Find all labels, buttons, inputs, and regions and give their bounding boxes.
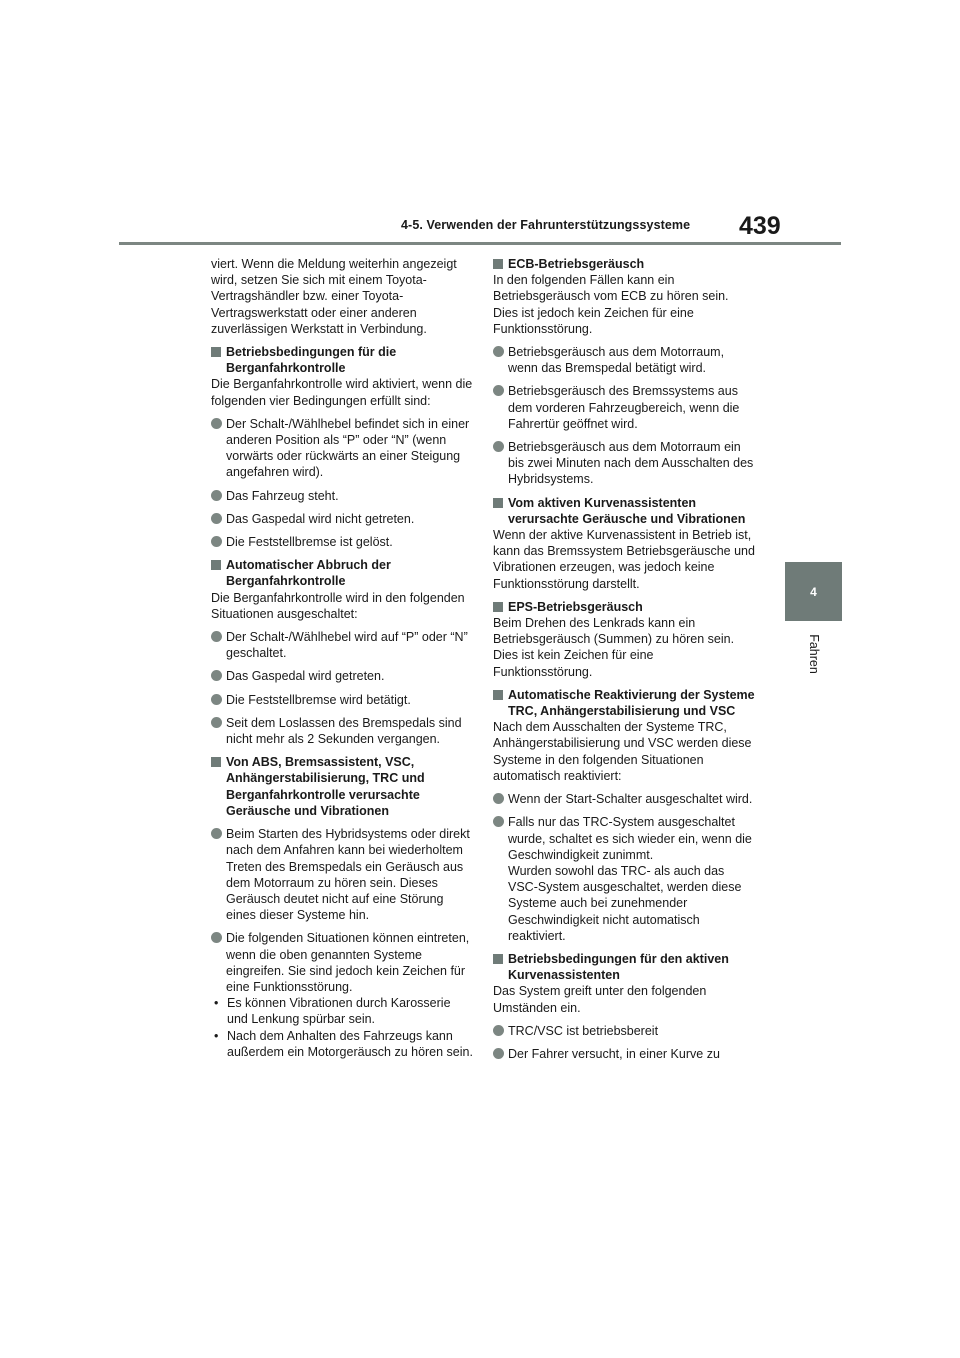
bullet-text: Betriebsgeräusch aus dem Motorraum, wenn das Bremspedal betätigt wird. [508, 345, 725, 376]
chapter-number: 4 [810, 584, 817, 599]
bullet-dot-icon [493, 816, 504, 827]
bullet-item [211, 511, 473, 527]
bullet-dot-icon [211, 932, 222, 943]
section-text: Das System greift unter den folgenden Umständen ein. [493, 984, 707, 1015]
bullet-item [493, 1023, 755, 1039]
bullet-text: Der Schalt-/Wählhebel wird auf “P” oder “N” geschaltet. [226, 630, 468, 661]
sub-bullet-marker: • [214, 996, 219, 1011]
bullet-text: Der Schalt-/Wählhebel befindet sich in einer anderen Position als “P” oder “N” (wenn vorwärts oder rückwärts an einer Steigung angefahren wird). [226, 416, 470, 480]
bullet-dot-icon [211, 670, 222, 681]
intro-paragraph: viert. Wenn die Meldung weiterhin angezeigt wird, setzen Sie sich mit einem Toyota-Vertragshändler bzw. einer Toyota-Vertragswerkstatt oder einer anderen zuverlässigen Werkstatt in Verbindung. [211, 257, 457, 336]
bullet-dot-icon [211, 694, 222, 705]
bullet-item [493, 791, 755, 807]
bullet-text: Betriebsgeräusch aus dem Motorraum ein bis zwei Minuten nach dem Ausschalten des Hybridsystems. [508, 440, 754, 487]
bullet-item [211, 715, 473, 747]
bullet-dot-icon [493, 385, 504, 396]
sub-bullet-item [211, 1028, 473, 1060]
chapter-tab [785, 562, 842, 621]
page-number: 439 [739, 212, 781, 240]
bullet-text: Das Fahrzeug steht. [226, 488, 339, 503]
bullet-item [493, 814, 755, 944]
bullet-dot-icon [493, 1048, 504, 1059]
section-heading: EPS-Betriebsgeräusch [493, 599, 755, 615]
left-column [211, 256, 473, 1060]
bullet-text: Die folgenden Situationen können eintreten, wenn die oben genannten Systeme eingreifen. Sie sind jedoch kein Zeichen für eine Funktionsstörung. [226, 931, 470, 994]
bullet-dot-icon [493, 1025, 504, 1036]
section-heading: Von ABS, Bremsassistent, VSC, Anhängerstabilisierung, TRC und Berganfahrkontrolle verursachte Geräusche und Vibrationen [211, 754, 473, 819]
sub-bullet-item [211, 995, 473, 1027]
bullet-item [211, 629, 473, 661]
sub-bullet-text: Es können Vibrationen durch Karosserie und Lenkung spürbar sein. [227, 996, 451, 1027]
bullet-text: Wenn der Start-Schalter ausgeschaltet wird. [508, 792, 753, 807]
bullet-text: Der Fahrer versucht, in einer Kurve zu [508, 1046, 720, 1061]
bullet-dot-icon [211, 717, 222, 728]
section-heading: Automatischer Abbruch der Berganfahrkontrolle [211, 557, 473, 589]
bullet-dot-icon [211, 513, 222, 524]
header-rule [119, 242, 841, 245]
chapter-label [794, 630, 834, 678]
bullet-dot-icon [211, 536, 222, 547]
bullet-item [211, 488, 473, 504]
right-column [493, 256, 755, 1069]
section-title: 4-5. Verwenden der Fahrunterstützungssysteme [401, 218, 691, 232]
bullet-dot-icon [493, 441, 504, 452]
section-text: Die Berganfahrkontrolle wird aktiviert, wenn die folgenden vier Bedingungen erfüllt sind: [211, 377, 473, 408]
bullet-item [493, 344, 755, 376]
bullet-dot-icon [493, 346, 504, 357]
bullet-item [211, 692, 473, 708]
bullet-item [211, 826, 473, 923]
bullet-text: Das Gaspedal wird getreten. [226, 669, 385, 684]
bullet-dot-icon [211, 418, 222, 429]
bullet-item [493, 439, 755, 488]
sub-bullet-marker: • [214, 1028, 219, 1043]
bullet-text: Seit dem Loslassen des Bremspedals sind nicht mehr als 2 Sekunden vergangen. [226, 715, 462, 747]
sub-bullet-text: Nach dem Anhalten des Fahrzeugs kann außerdem ein Motorgeräusch zu hören sein. [227, 1028, 473, 1059]
bullet-dot-icon [211, 631, 222, 642]
bullet-text: Betriebsgeräusch des Bremssystems aus dem vorderen Fahrzeugbereich, wenn die Fahrertür geöffnet wird. [508, 384, 740, 431]
section-text: In den folgenden Fällen kann ein Betriebsgeräusch vom ECB zu hören sein. Dies ist jedoch kein Zeichen für eine Funktionsstörung. [493, 273, 729, 336]
bullet-dot-icon [493, 793, 504, 804]
bullet-item [493, 383, 755, 432]
section-text: Wenn der aktive Kurvenassistent in Betrieb ist, kann das Bremssystem Betriebsgeräusche und Vibrationen erzeugen, was jedoch keine Funktionsstörung darstellt. [493, 528, 755, 591]
bullet-item [211, 668, 473, 684]
section-text: Nach dem Ausschalten der Systeme TRC, Anhängerstabilisierung und VSC werden diese Systeme in den folgenden Situationen automatisch reaktiviert: [493, 720, 752, 783]
bullet-text: Falls nur das TRC-System ausgeschaltet wurde, schaltet es sich wieder ein, wenn die Geschwindigkeit zunimmt. [508, 815, 752, 862]
bullet-text-continued: Wurden sowohl das TRC- als auch das VSC-System ausgeschaltet, werden diese Systeme auch bei zunehmender Geschwindigkeit nicht automatisch reaktiviert. [508, 863, 742, 943]
chapter-label-text: Fahren [806, 634, 821, 674]
bullet-item [211, 930, 473, 995]
bullet-text: Das Gaspedal wird nicht getreten. [226, 511, 415, 526]
section-heading: Betriebsbedingungen für den aktiven Kurvenassistenten [493, 951, 755, 983]
bullet-text: Die Feststellbremse wird betätigt. [226, 692, 411, 707]
bullet-item [211, 534, 473, 550]
bullet-text: Die Feststellbremse ist gelöst. [226, 535, 393, 550]
section-text: Beim Drehen des Lenkrads kann ein Betriebsgeräusch (Summen) zu hören sein. Dies ist kein Zeichen für eine Funktionsstörung. [493, 616, 735, 679]
bullet-dot-icon [211, 490, 222, 501]
section-heading: ECB-Betriebsgeräusch [493, 256, 755, 272]
section-heading: Automatische Reaktivierung der Systeme TRC, Anhängerstabilisierung und VSC [493, 687, 755, 719]
section-heading: Betriebsbedingungen für die Berganfahrkontrolle [211, 344, 473, 376]
bullet-item [493, 1046, 755, 1062]
section-text: Die Berganfahrkontrolle wird in den folgenden Situationen ausgeschaltet: [211, 590, 465, 621]
bullet-dot-icon [211, 828, 222, 839]
bullet-item [211, 416, 473, 481]
section-heading: Vom aktiven Kurvenassistenten verursachte Geräusche und Vibrationen [493, 495, 755, 527]
bullet-text: Beim Starten des Hybridsystems oder direkt nach dem Anfahren kann bei wiederholtem Treten des Bremspedals ein Geräusch aus dem Motorraum zu hören sein. Dieses Geräusch deutet nicht auf eine Störung eines dieser Systeme hin. [226, 827, 470, 923]
bullet-text: TRC/VSC ist betriebsbereit [508, 1023, 659, 1038]
